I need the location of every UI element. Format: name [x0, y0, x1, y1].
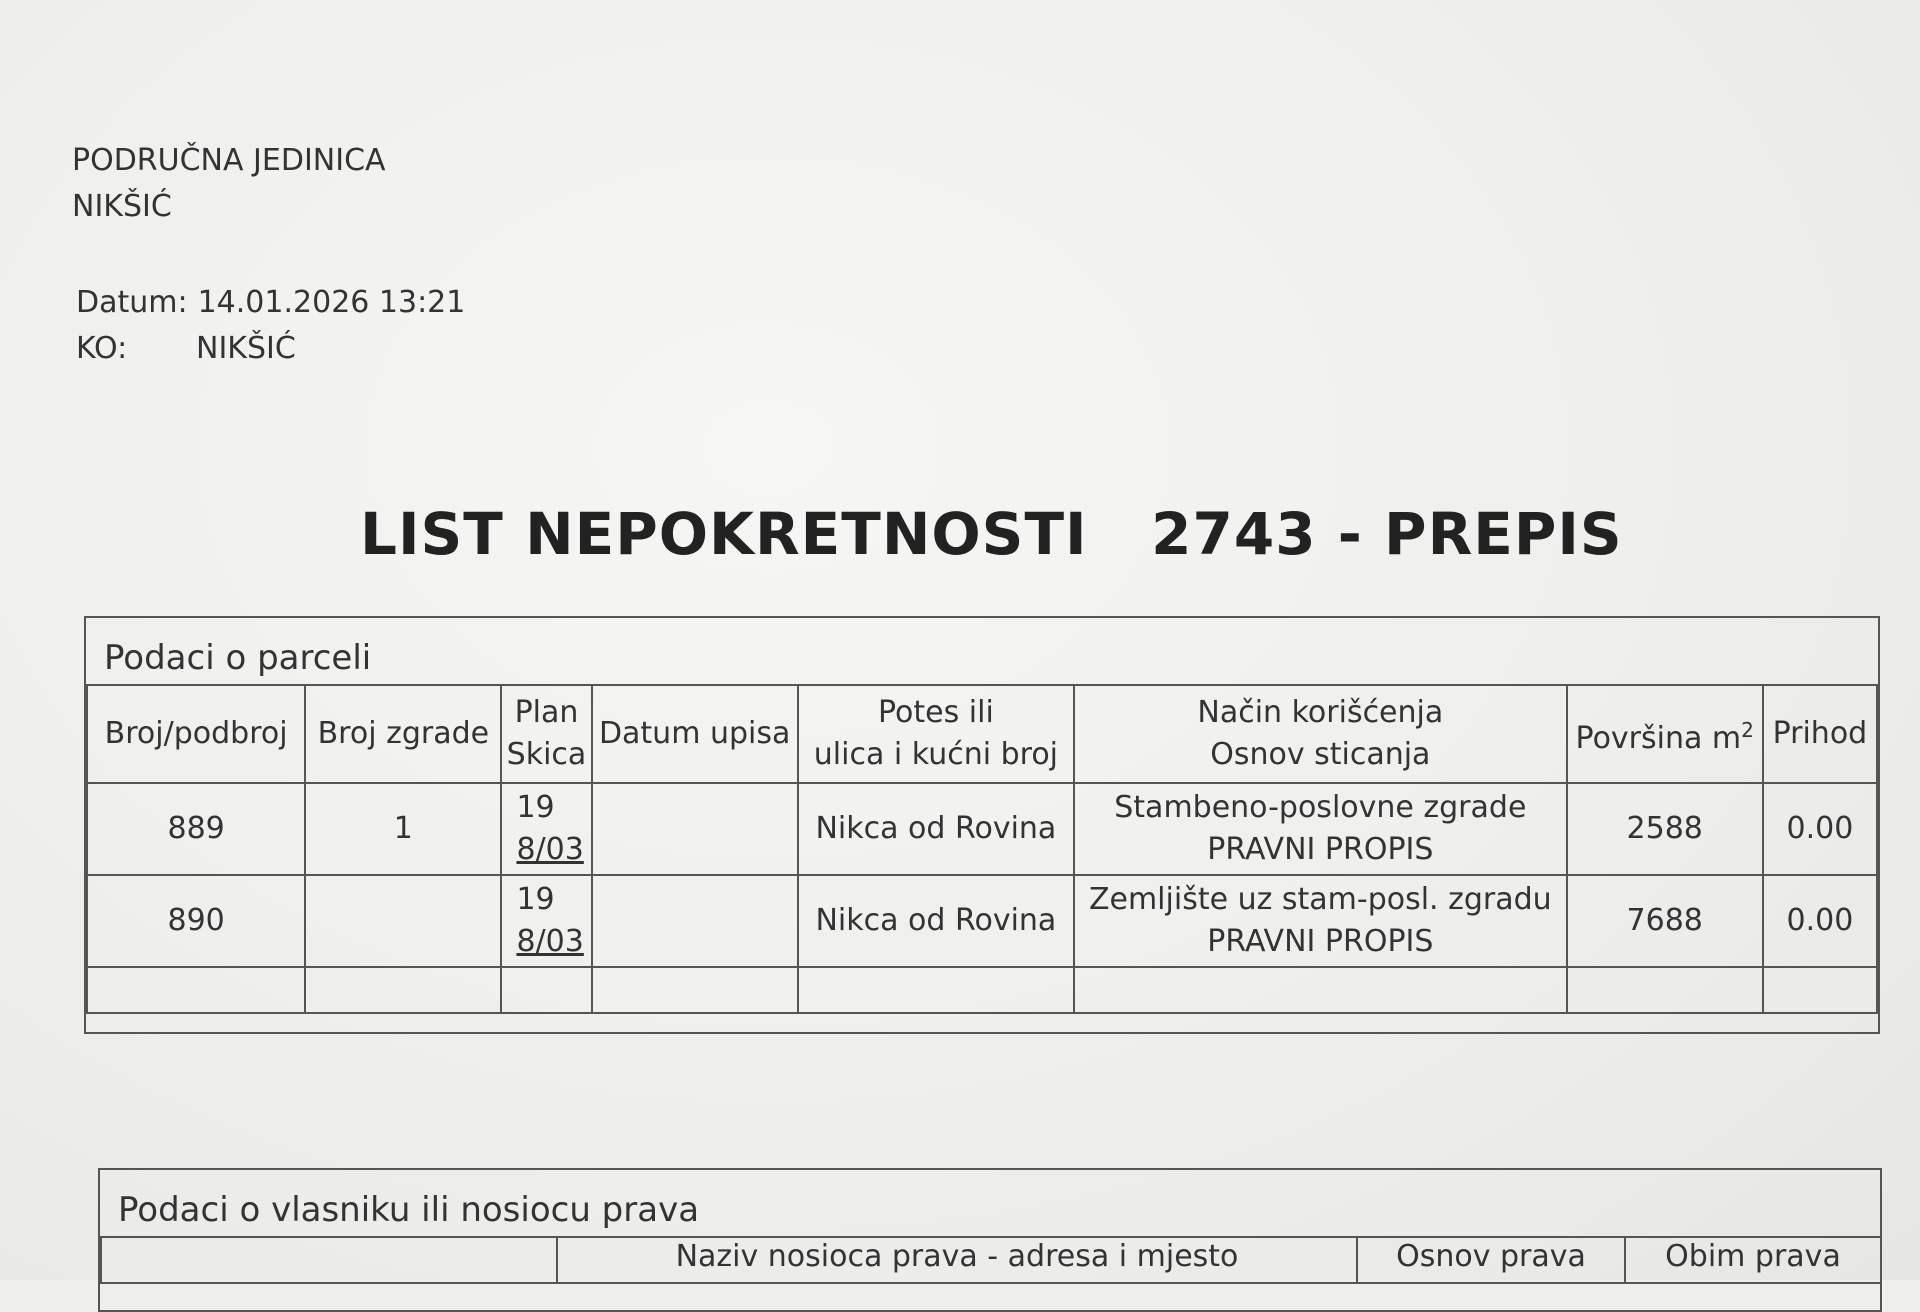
document-title: LIST NEPOKRETNOSTI 2743 - PREPIS	[360, 500, 1623, 568]
cell-potes: Nikca od Rovina	[798, 875, 1074, 967]
empty-cell	[798, 967, 1074, 1013]
col-broj: Broj/podbroj	[87, 685, 305, 783]
empty-cell	[592, 967, 798, 1013]
cell-potes: Nikca od Rovina	[798, 783, 1074, 875]
owner-section	[98, 1168, 1882, 1312]
empty-cell	[305, 967, 501, 1013]
cell-datum	[592, 783, 798, 875]
empty-row	[87, 967, 1877, 1013]
col-prihod: Prihod	[1763, 685, 1877, 783]
table-row	[87, 875, 1877, 967]
owner-col-basis: Osnov prava	[1357, 1237, 1625, 1283]
date-label: Datum:	[76, 285, 188, 320]
empty-cell	[87, 967, 305, 1013]
col-potes-line1: Potes ili	[878, 695, 994, 730]
col-plan-line2: Skica	[506, 737, 587, 772]
owner-header-row	[101, 1237, 1881, 1283]
cell-zgrada: 1	[305, 783, 501, 875]
cell-plan-bottom: 8/03	[516, 832, 584, 867]
col-povrsina	[1567, 685, 1763, 783]
ko-label: KO:	[76, 331, 128, 366]
empty-cell	[1074, 967, 1567, 1013]
cell-povrsina: 2588	[1567, 783, 1763, 875]
owner-col-1	[101, 1237, 557, 1283]
unit-city: NIKŠIĆ	[72, 189, 172, 224]
table-row	[87, 783, 1877, 875]
document-meta	[76, 280, 465, 372]
col-zgrada: Broj zgrade	[305, 685, 501, 783]
cell-nacin-value: Stambeno-poslovne zgrade	[1114, 790, 1527, 825]
col-nacin-line2: Osnov sticanja	[1210, 737, 1431, 772]
date-row	[76, 280, 465, 326]
parcel-section-title: Podaci o parceli	[104, 638, 372, 678]
owner-col-scope: Obim prava	[1625, 1237, 1881, 1283]
issuing-unit	[72, 138, 386, 230]
col-povrsina-sup: 2	[1741, 717, 1754, 742]
ko-value: NIKŠIĆ	[196, 331, 296, 366]
unit-name: PODRUČNA JEDINICA	[72, 143, 386, 178]
cell-nacin-value: Zemljište uz stam-posl. zgradu	[1088, 882, 1552, 917]
col-plan-line1: Plan	[514, 695, 579, 730]
cell-zgrada	[305, 875, 501, 967]
col-plan	[501, 685, 591, 783]
col-nacin-line1: Način korišćenja	[1197, 695, 1444, 730]
cell-nacin	[1074, 875, 1567, 967]
cell-plan-top: 19	[516, 790, 555, 825]
ko-row	[76, 326, 465, 372]
cell-osnov-value: PRAVNI PROPIS	[1207, 924, 1434, 959]
cell-broj: 890	[87, 875, 305, 967]
col-potes-line2: ulica i kućni broj	[813, 737, 1059, 772]
col-potes	[798, 685, 1074, 783]
cell-prihod: 0.00	[1763, 875, 1877, 967]
cell-datum	[592, 875, 798, 967]
date-value: 14.01.2026 13:21	[197, 285, 466, 320]
cell-prihod: 0.00	[1763, 783, 1877, 875]
cell-plan-bottom: 8/03	[516, 924, 584, 959]
cell-plan	[501, 783, 591, 875]
empty-cell	[1567, 967, 1763, 1013]
empty-cell	[501, 967, 591, 1013]
owner-table	[100, 1236, 1882, 1284]
cell-plan-top: 19	[516, 882, 555, 917]
cell-plan	[501, 875, 591, 967]
col-nacin	[1074, 685, 1567, 783]
cell-osnov-value: PRAVNI PROPIS	[1207, 832, 1434, 867]
empty-cell	[1763, 967, 1877, 1013]
cell-broj: 889	[87, 783, 305, 875]
owner-col-name: Naziv nosioca prava - adresa i mjesto	[557, 1237, 1357, 1283]
cell-nacin	[1074, 783, 1567, 875]
col-datum: Datum upisa	[592, 685, 798, 783]
cell-povrsina: 7688	[1567, 875, 1763, 967]
col-povrsina-label: Površina m	[1575, 720, 1742, 756]
parcel-section	[84, 616, 1880, 1034]
owner-section-title: Podaci o vlasniku ili nosiocu prava	[118, 1190, 700, 1230]
parcel-table	[86, 684, 1878, 1014]
parcel-header-row	[87, 685, 1877, 783]
